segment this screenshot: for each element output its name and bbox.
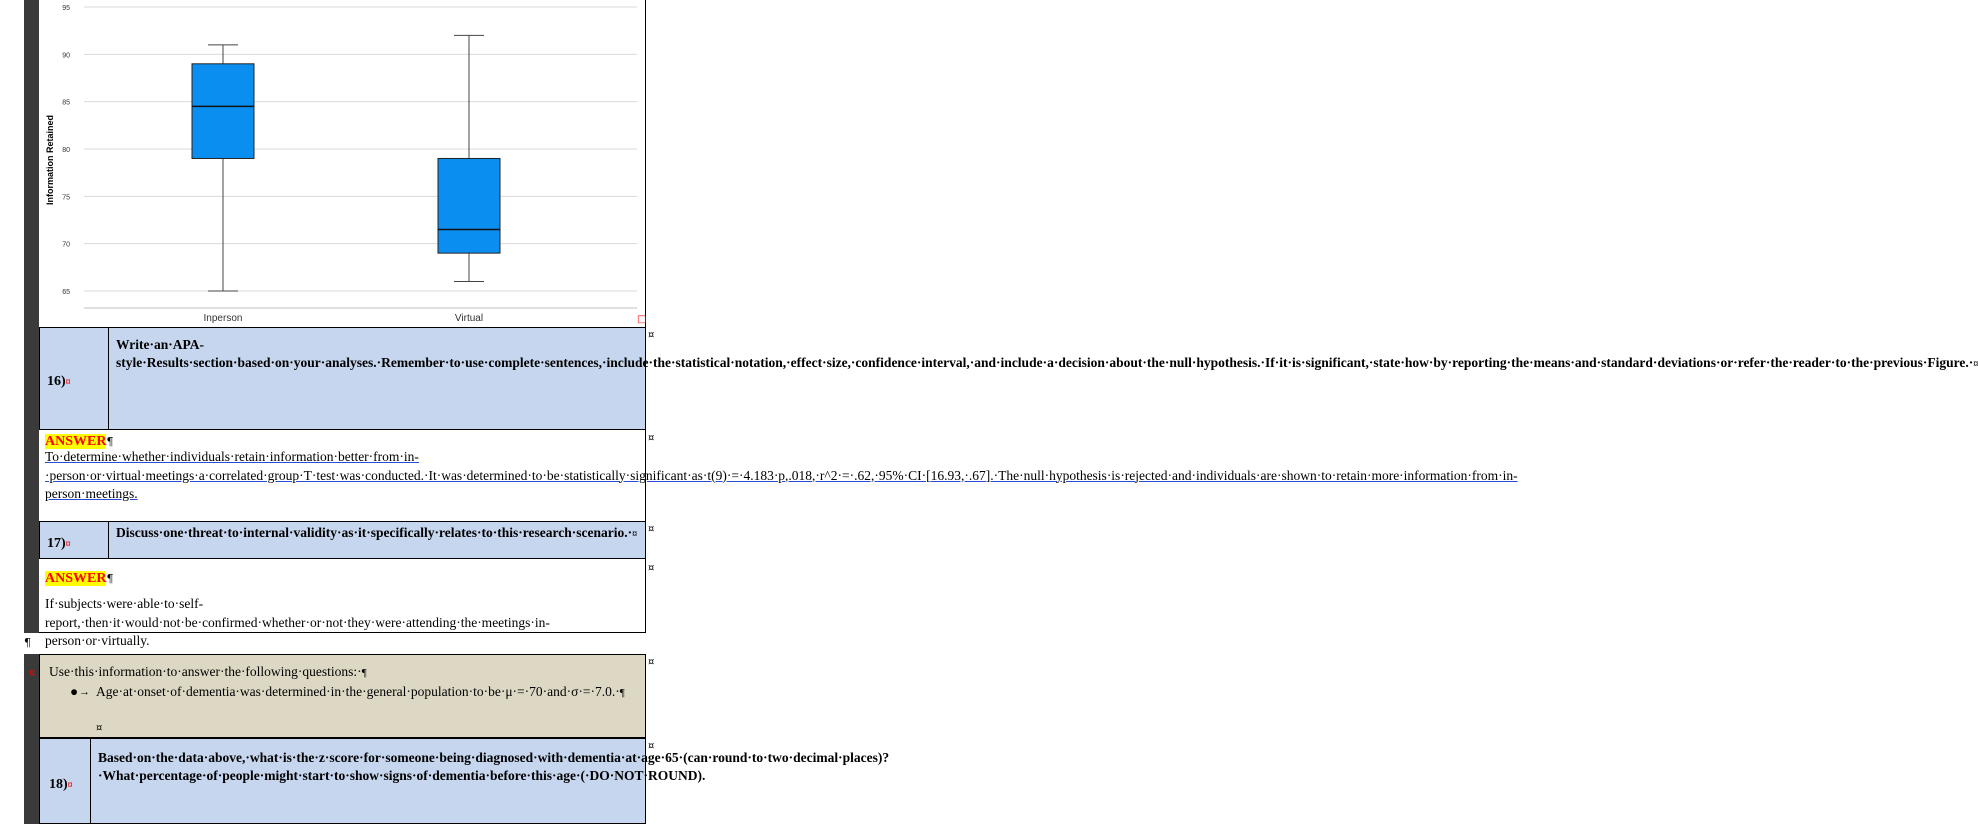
q18-question-text: Based·on·the·data·above,·what·is·the·z·score·for·someone·being·diagnosed·with·dementia·at·age·65·(can·round·to·two·decimal·places)?·What·percentage·of·people·might·start·to·show·signs·of·dementia·before·this·age·(·DO·NOT·ROUND). — [98, 750, 890, 783]
y-tick-label: 65 — [62, 289, 70, 296]
y-tick-label: 80 — [62, 147, 70, 154]
q17-number: 17) — [47, 536, 66, 551]
q16-number-cell: 16)¤ — [39, 327, 109, 430]
table-left-border — [24, 0, 39, 633]
q18-question-cell — [90, 738, 890, 824]
q16-answer-label: ANSWER — [45, 434, 107, 449]
info-intro: Use·this·information·to·answer·the·following·questions:·¶ — [49, 664, 367, 679]
y-axis-label: Information Retained — [45, 114, 55, 206]
x-tick-label: Virtual — [454, 313, 484, 324]
q16-answer-text: To·determine·whether·individuals·retain·information·better·from·in-·person·or·virtual·meetings·a·correlated·group·T·test·was·conducted.·It·was·determined·to·be·statistically·significant·as·t(9)·=·4.183·p,.018,·r^2·=·.62,·95%·CI·[16.93,·.67].·The·null·hypothesis·is·rejected·and·individuals·are·shown·to·retain·more·information·from·in-person·meetings. — [45, 449, 1518, 501]
q17-answer-text: If·subjects·were·able·to·self-report,·then·it·would·not·be·confirmed·whether·or·not·they·were·attending·the·meetings·in-person·or·virtually. — [45, 596, 550, 648]
boxplot-chart — [39, 0, 645, 327]
row-end-mark: ¤ — [648, 563, 655, 574]
row-end-mark: ¤ — [648, 330, 655, 341]
bullet-icon: ● — [70, 684, 79, 699]
info-bullet: ● → Age·at·onset·of·dementia·was·determined·in·the·general·population·to·be·μ·=·70·and·σ·=·7.0.·¶ — [70, 683, 638, 703]
q17-answer-cell: ANSWER¶ If·subjects·were·able·to·self-report,·then·it·would·not·be·confirmed·whether·or·not·they·were·attending·the·meetings·in-person·or·virtually. — [39, 559, 646, 633]
box-inperson — [192, 64, 254, 159]
table-left-border-lower — [24, 654, 39, 824]
y-tick-label: 75 — [62, 194, 70, 202]
q18-number: 18) — [49, 777, 68, 792]
y-tick-label: 95 — [62, 5, 70, 12]
boxplot-figure — [39, 0, 646, 327]
row-end-mark: ¤ — [648, 433, 655, 444]
q16-answer-cell: ANSWER¶ To·determine·whether·individuals·retain·information·better·from·in-·person·or·virtual·meetings·a·correlated·group·T·test·was·conducted.·It·was·determined·to·be·statistically·significant·as·t(9)·=·4.183·p,.018,·r^2·=·.62,·95%·CI·[16.93,·.67].·The·null·hypothesis·is·rejected·and·individuals·are·shown·to·retain·more·information·from·in-person·meetings. — [39, 430, 646, 522]
q16-number: 16) — [47, 374, 66, 389]
q17-question-cell — [108, 521, 646, 559]
paragraph-mark: ¶ — [24, 636, 31, 649]
row-end-mark: ¤ — [648, 524, 655, 535]
x-tick-label: Inperson — [203, 313, 243, 324]
q18-number-cell: 18)¤ — [39, 738, 91, 824]
y-tick-label: 70 — [62, 241, 70, 249]
chart-anchor-mark: □ — [637, 314, 647, 325]
cell-end-mark: ¤ — [96, 723, 103, 734]
y-tick-label: 90 — [62, 52, 70, 60]
q17-answer-label: ANSWER — [45, 571, 107, 586]
row-end-mark: ¤ — [648, 741, 655, 752]
arrow-icon: → — [79, 686, 90, 698]
box-virtual — [438, 158, 500, 253]
q16-question-text: Write·an·APA-style·Results·section·based·on·your·analyses.·Remember·to·use·complete·sentences,·include·the·statistical·notation,·effect·size,·confidence·interval,·and·include·a·decision·about·the·null·hypothesis.·If·it·is·significant,·state·how·by·reporting·the·means·and·standard·deviations·or·refer·the·reader·to·the·previous·Figure.·¤ — [116, 337, 1978, 370]
y-tick-label: 85 — [62, 99, 70, 107]
q17-question-text: Discuss·one·threat·to·internal·validity·as·it·specifically·relates·to·this·research·scenario.·¤ — [116, 525, 638, 540]
q16-question-cell — [108, 327, 1978, 430]
info-cell — [39, 654, 646, 738]
row-start-mark: ¤ — [29, 668, 36, 679]
row-end-mark: ¤ — [648, 657, 655, 668]
q17-number-cell: 17)¤ — [39, 521, 109, 559]
